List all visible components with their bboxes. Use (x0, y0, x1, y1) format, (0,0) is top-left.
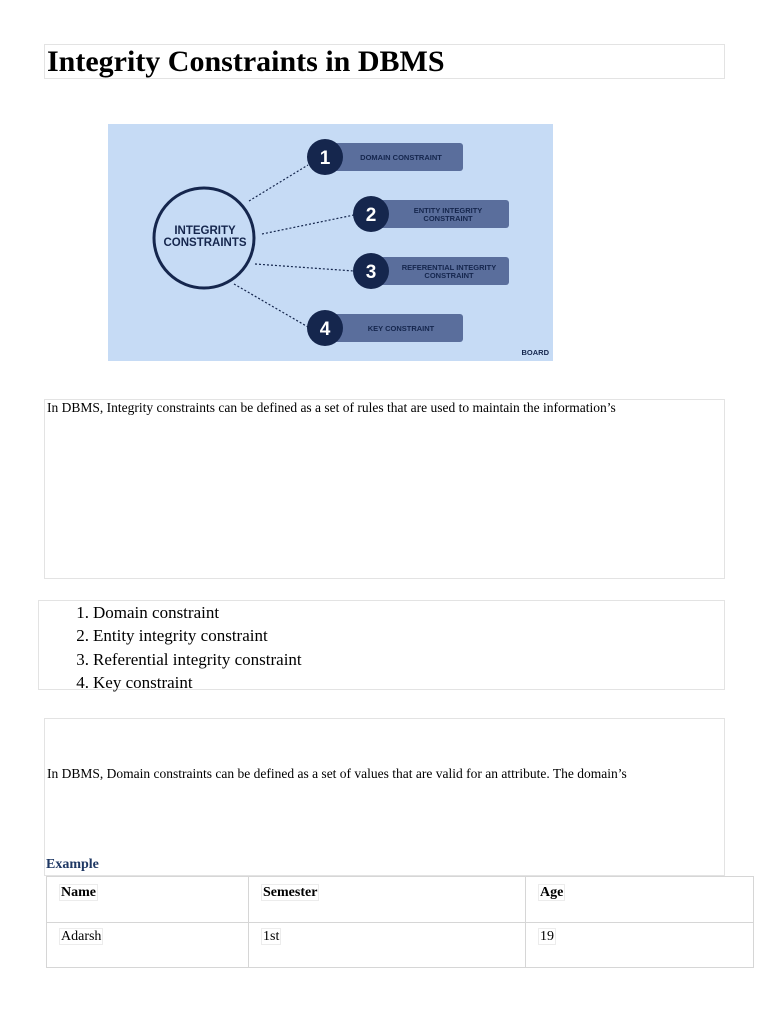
item-1-number: 1 (319, 148, 331, 169)
center-label-line2: CONSTRAINTS (163, 237, 247, 249)
list-item-text: Domain constraint (93, 603, 220, 622)
paragraph-1: In DBMS, Integrity constraints can be defined as a set of rules that are used to maintain the information’s (47, 400, 616, 415)
header-semester-text: Semester (263, 885, 318, 900)
item-1-label: DOMAIN CONSTRAINT (360, 153, 442, 162)
paragraph-2-box (44, 718, 725, 876)
cell-semester (249, 922, 526, 968)
list-item-number: 1. (76, 603, 89, 622)
cell-age-text: 19 (540, 928, 554, 944)
header-name-text: Name (61, 885, 96, 900)
example-label: Example (46, 857, 99, 872)
header-age (526, 877, 754, 923)
list-item-text: Referential integrity constraint (93, 649, 302, 669)
table-row (47, 922, 754, 968)
list-item-text: Key constraint (93, 672, 193, 692)
list-item (39, 671, 724, 694)
list-item (39, 624, 724, 647)
title-box (44, 44, 725, 79)
list-item-number: 4. (76, 672, 89, 692)
list-item-number: 3. (76, 649, 89, 669)
list-item (39, 601, 724, 624)
page-title: Integrity Constraints in DBMS (47, 45, 445, 78)
list-item-text: Entity integrity constraint (93, 626, 268, 646)
item-2-number: 2 (365, 205, 377, 226)
cell-semester-text: 1st (263, 928, 280, 944)
paragraph-2: In DBMS, Domain constraints can be defined as a set of values that are valid for an attribute. The domain’s (47, 766, 627, 781)
item-2-label-line2: CONSTRAINT (423, 214, 473, 223)
table-header-row (47, 877, 754, 923)
list-item-number: 2. (76, 626, 89, 646)
item-4-number: 4 (319, 319, 331, 340)
item-3-label-line2: CONSTRAINT (424, 271, 474, 280)
diagram-svg (108, 124, 553, 361)
example-table (46, 876, 754, 968)
item-3-label-line1: REFERENTIAL INTEGRITY (401, 263, 497, 272)
integrity-constraints-diagram (108, 124, 553, 361)
cell-name-text: Adarsh (61, 928, 102, 944)
center-label-line1: INTEGRITY (174, 225, 236, 237)
header-name (47, 877, 249, 923)
board-logo: BOARD (521, 348, 549, 357)
constraint-list-box (38, 600, 725, 690)
list-item (39, 648, 724, 671)
constraint-list (39, 601, 724, 694)
item-2-label-line1: ENTITY INTEGRITY (413, 206, 483, 215)
item-3-number: 3 (365, 262, 377, 283)
header-age-text: Age (540, 885, 564, 900)
cell-age (526, 922, 754, 968)
item-4-label: KEY CONSTRAINT (367, 324, 435, 333)
header-semester (249, 877, 526, 923)
paragraph-1-box (44, 399, 725, 579)
cell-name (47, 922, 249, 968)
